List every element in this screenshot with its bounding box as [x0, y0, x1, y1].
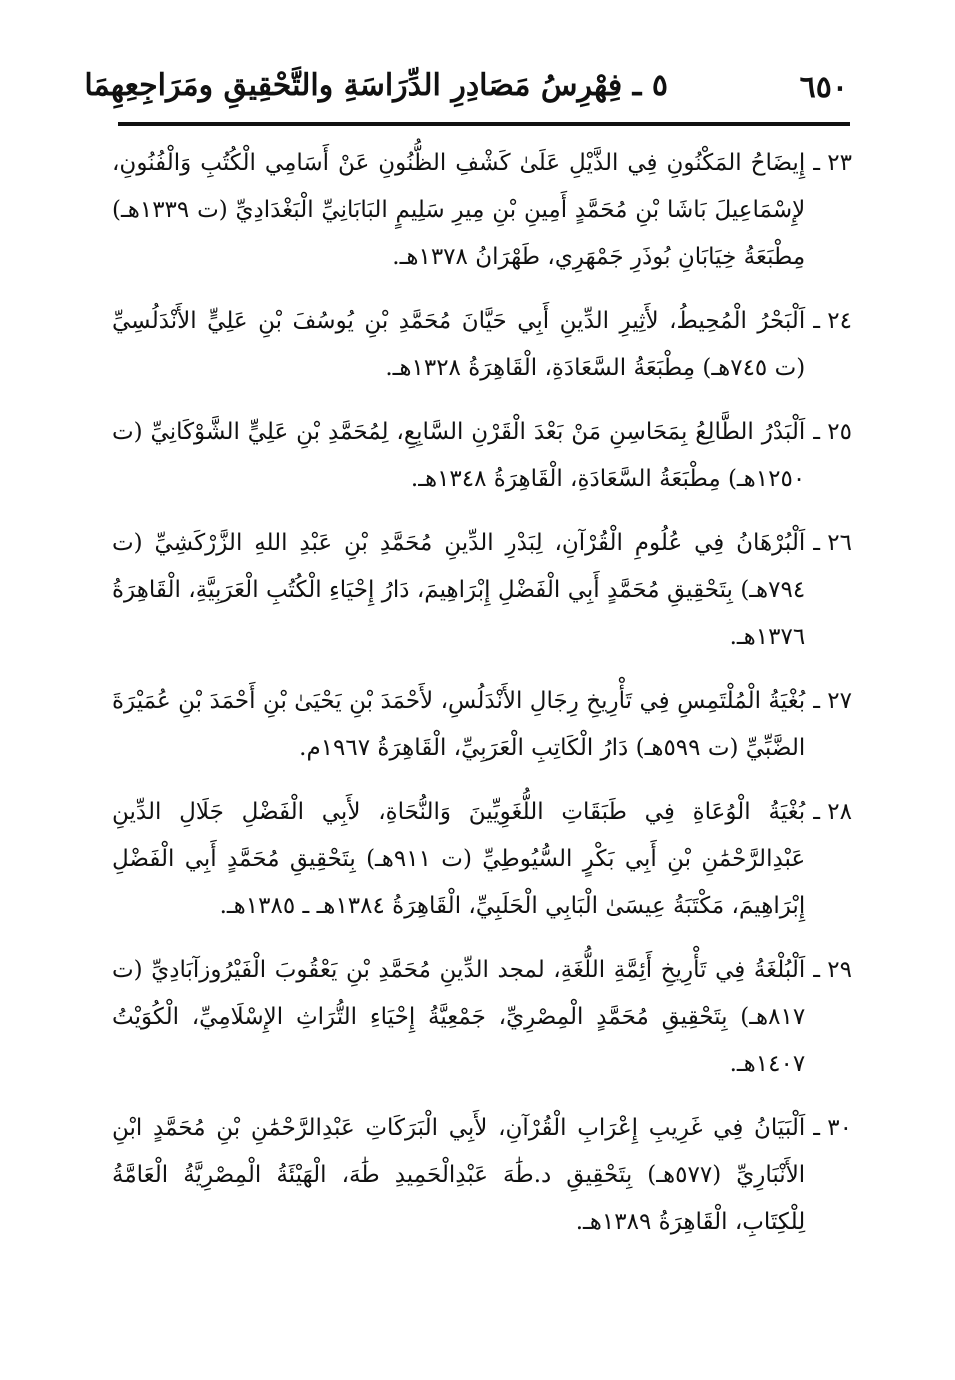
- bibliography-entry-24: [112, 298, 852, 392]
- entry-number: ٢٥ ـ: [813, 419, 852, 445]
- bibliography-entry-27: [112, 678, 852, 772]
- entry-text: بُغْيَةُ الْمُلْتَمِسِ فِي تَأْرِيخِ رِجَالِ الأَنْدَلُسِ، لأَحْمَدَ بْنِ يَحْيَىٰ بْنِ أَحْمَدَ بْنِ عُمَيْرَةَ الضَّبِّيِّ (ت ٥٩٩هـ) دَارُ الْكَاتِبِ الْعَرَبِيِّ، الْقَاهِرَةُ ١٩٦٧م.: [112, 688, 806, 761]
- bibliography-entry-23: [112, 140, 852, 281]
- entry-text: إِيضَاحُ المَكْنُونِ فِي الذَّيْلِ عَلَىٰ كَشْفِ الظُّنُونِ عَنْ أَسَامِي الْكُتُبِ وَالْفُنُونِ، لإِسْمَاعِيلَ بَاشَا بْنِ مُحَمَّدٍ أَمِينِ بْنِ مِيرِ سَلِيمٍ البَابَانِيِّ الْبَغْدَادِيِّ (ت ١٣٣٩هـ) مِطْبَعَةُ خِيَابَانِ بُوذَرِ جَمْهَرِي، طَهْرَانُ ١٣٧٨هـ.: [112, 150, 806, 270]
- header-rule: [118, 122, 850, 126]
- entry-number: ٢٩ ـ: [813, 957, 852, 983]
- entry-text: اَلْبُلْغَةُ فِي تَأْرِيخِ أَئِمَّةِ اللُّغَةِ، لمجد الدِّينِ مُحَمَّدِ بْنِ يَعْقُوبَ الْفَيْرُوزآبَادِيِّ (ت ٨١٧هـ) بِتَحْقِيقِ مُحَمَّدٍ الْمِصْرِيِّ، جَمْعِيَّةُ إِحْيَاءِ التُّرَاثِ الإِسْلَامِيِّ، الْكُوَيْتُ ١٤٠٧هـ.: [112, 957, 806, 1077]
- entry-number: ٣٠ ـ: [813, 1115, 852, 1141]
- entry-number: ٢٦ ـ: [813, 530, 852, 556]
- entry-text: بُغْيَةُ الْوُعَاةِ فِي طَبَقَاتِ اللُّغَوِيِّينَ وَالنُّحَاةِ، لأَبِي الْفَضْلِ جَلَالِ الدِّينِ عَبْدِالرَّحْمَٰنِ بْنِ أَبِي بَكْرٍ السُّيُوطِيِّ (ت ٩١١هـ) بِتَحْقِيقِ مُحَمَّدٍ أَبِي الْفَضْلِ إِبْرَاهِيمَ، مَكْتَبَةُ عِيسَىٰ الْبَابِي الْحَلَبِيِّ، الْقَاهِرَةُ ١٣٨٤هـ ـ ١٣٨٥هـ.: [112, 799, 806, 919]
- page-number: ٦٥٠: [799, 70, 848, 105]
- entry-text: اَلْبَيَانُ فِي غَرِيبِ إِعْرَابِ الْقُرْآنِ، لأَبِي الْبَرَكَاتِ عَبْدِالرَّحْمَٰنِ بْنِ مُحَمَّدٍ ابْنِ الأَنْبَارِيِّ (٥٧٧هـ) بِتَحْقِيقِ د.طَٰهَ عَبْدِالْحَمِيدِ طَٰهَ، الْهَيْئَةُ الْمِصْرِيَّةُ الْعَامَّةُ لِلْكِتَابِ، الْقَاهِرَةُ ١٣٨٩هـ.: [112, 1115, 806, 1235]
- entry-text: اَلْبَحْرُ الْمُحِيطُ، لأَثِيرِ الدِّينِ أَبِي حَيَّانَ مُحَمَّدِ بْنِ يُوسُفَ بْنِ عَلِيٍّ الأَنْدَلُسِيِّ (ت ٧٤٥هـ) مِطْبَعَةُ السَّعَادَةِ، الْقَاهِرَةُ ١٣٢٨هـ.: [112, 308, 806, 381]
- entry-number: ٢٤ ـ: [813, 308, 852, 334]
- bibliography-entry-26: [112, 520, 852, 661]
- bibliography-entry-29: [112, 947, 852, 1088]
- bibliography-entry-28: [112, 789, 852, 930]
- entry-text: اَلْبُرْهَانُ فِي عُلُومِ الْقُرْآنِ، لِبَدْرِ الدِّينِ مُحَمَّدِ بْنِ عَبْدِ اللهِ الزَّرْكَشِيِّ (ت ٧٩٤هـ) بِتَحْقِيقِ مُحَمَّدٍ أَبِي الْفَضْلِ إِبْرَاهِيمَ، دَارُ إِحْيَاءِ الْكُتُبِ الْعَرَبِيَّةِ، الْقَاهِرَةُ ١٣٧٦هـ.: [112, 530, 806, 650]
- running-title: ٥ ـ فِهْرِسُ مَصَادِرِ الدِّرَاسَةِ والتَّحْقِيقِ ومَرَاجِعِهِمَا: [84, 68, 668, 103]
- entry-text: اَلْبَدْرُ الطَّالِعُ بِمَحَاسِنِ مَنْ بَعْدَ الْقَرْنِ السَّابِعِ، لِمُحَمَّدِ بْنِ عَلِيٍّ الشَّوْكَانِيِّ (ت ١٢٥٠هـ) مِطْبَعَةُ السَّعَادَةِ، الْقَاهِرَةُ ١٣٤٨هـ.: [112, 419, 806, 492]
- bibliography-entry-25: [112, 409, 852, 503]
- page-header: [84, 62, 848, 114]
- entry-number: ٢٨ ـ: [813, 799, 852, 825]
- entry-number: ٢٧ ـ: [813, 688, 852, 714]
- bibliography-list: [112, 140, 852, 1263]
- entry-number: ٢٣ ـ: [813, 150, 852, 176]
- bibliography-entry-30: [112, 1105, 852, 1246]
